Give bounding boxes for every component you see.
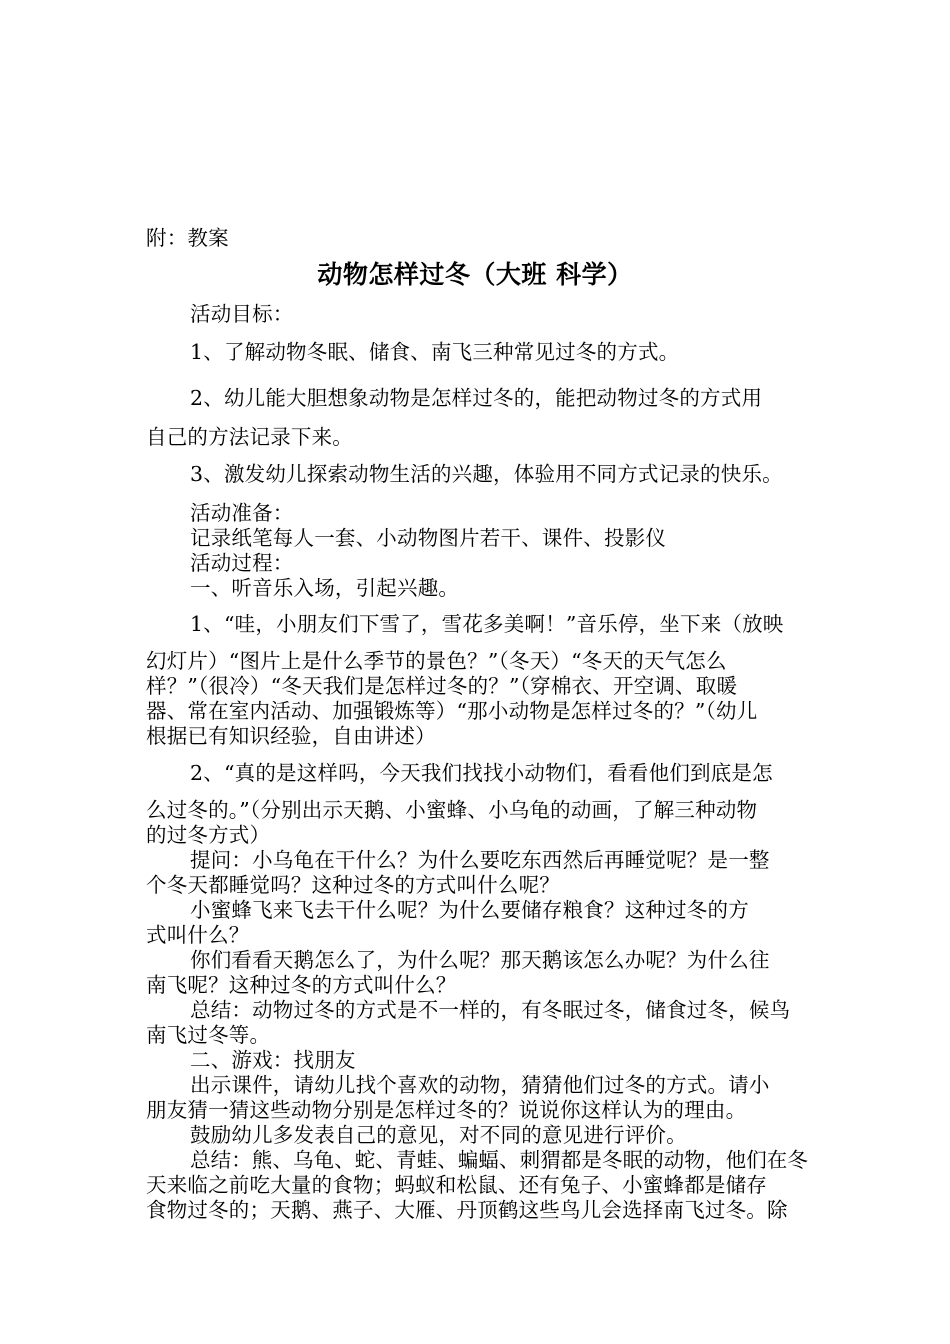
paragraph-line: 天来临之前吃大量的食物；蚂蚁和松鼠、还有兔子、小蜜蜂都是储存 [146,1173,767,1197]
paragraph-line: 朋友猜一猜这些动物分别是怎样过冬的？说说你这样认为的理由。 [146,1098,747,1122]
paragraph-line: 食物过冬的；天鹅、燕子、大雁、丹顶鹤这些鸟儿会选择南飞过冬。除 [146,1198,788,1222]
paragraph-line: 么过冬的。”（分别出示天鹅、小蜜蜂、小乌龟的动画，了解三种动物 [146,798,758,822]
section-heading-game: 二、游戏：找朋友 [190,1048,356,1072]
paragraph-line: 总结：动物过冬的方式是不一样的，有冬眠过冬，储食过冬，候鸟 [190,998,791,1022]
paragraph-line: 根据已有知识经验，自由讲述） [146,724,436,748]
section-heading-process: 活动过程： [190,551,294,575]
paragraph-line: 南飞呢？这种过冬的方式叫什么？ [146,973,457,997]
paragraph-line: 记录纸笔每人一套、小动物图片若干、课件、投影仪 [190,526,667,550]
paragraph-line: 1、了解动物冬眠、储食、南飞三种常见过冬的方式。 [190,340,680,364]
paragraph-line: 出示课件，请幼儿找个喜欢的动物，猜猜他们过冬的方式。请小 [190,1073,770,1097]
paragraph-line: 你们看看天鹅怎么了，为什么呢？那天鹅该怎么办呢？为什么往 [190,948,770,972]
paragraph-line: 样？”（很冷）“冬天我们是怎样过冬的？”（穿棉衣、开空调、取暖 [146,674,738,698]
paragraph-line: 2、“真的是这样吗，今天我们找找小动物们，看看他们到底是怎 [190,761,773,785]
paragraph-line: 式叫什么？ [146,923,250,947]
paragraph-line: 提问：小乌龟在干什么？为什么要吃东西然后再睡觉呢？是一整 [190,848,770,872]
paragraph-line: 2、幼儿能大胆想象动物是怎样过冬的，能把动物过冬的方式用 [190,386,763,410]
document-title: 动物怎样过冬（大班 科学） [317,260,633,289]
paragraph-line: 自己的方法记录下来。 [146,425,353,449]
paragraph-line: 的过冬方式） [146,823,271,847]
paragraph-line: 幻灯片）“图片上是什么季节的景色？”（冬天）“冬天的天气怎么 [146,649,727,673]
paragraph-line: 1、“哇，小朋友们下雪了，雪花多美啊！”音乐停，坐下来（放映 [190,612,784,636]
paragraph-line: 总结：熊、乌龟、蛇、青蛙、蝙蝠、刺猬都是冬眠的动物，他们在冬 [190,1148,808,1172]
section-heading-preparation: 活动准备： [190,501,294,525]
section-heading-goals: 活动目标： [190,302,294,326]
paragraph-line: 一、听音乐入场，引起兴趣。 [190,576,460,600]
appendix-label: 附：教案 [146,226,229,250]
paragraph-line: 鼓励幼儿多发表自己的意见，对不同的意见进行评价。 [190,1123,687,1147]
paragraph-line: 3、激发幼儿探索动物生活的兴趣，体验用不同方式记录的快乐。 [190,462,783,486]
paragraph-line: 个冬天都睡觉吗？这种过冬的方式叫什么呢？ [146,873,560,897]
paragraph-line: 南飞过冬等。 [146,1023,271,1047]
paragraph-line: 器、常在室内活动、加强锻炼等）“那小动物是怎样过冬的？”（幼儿 [146,699,758,723]
paragraph-line: 小蜜蜂飞来飞去干什么呢？为什么要储存粮食？这种过冬的方 [190,898,749,922]
